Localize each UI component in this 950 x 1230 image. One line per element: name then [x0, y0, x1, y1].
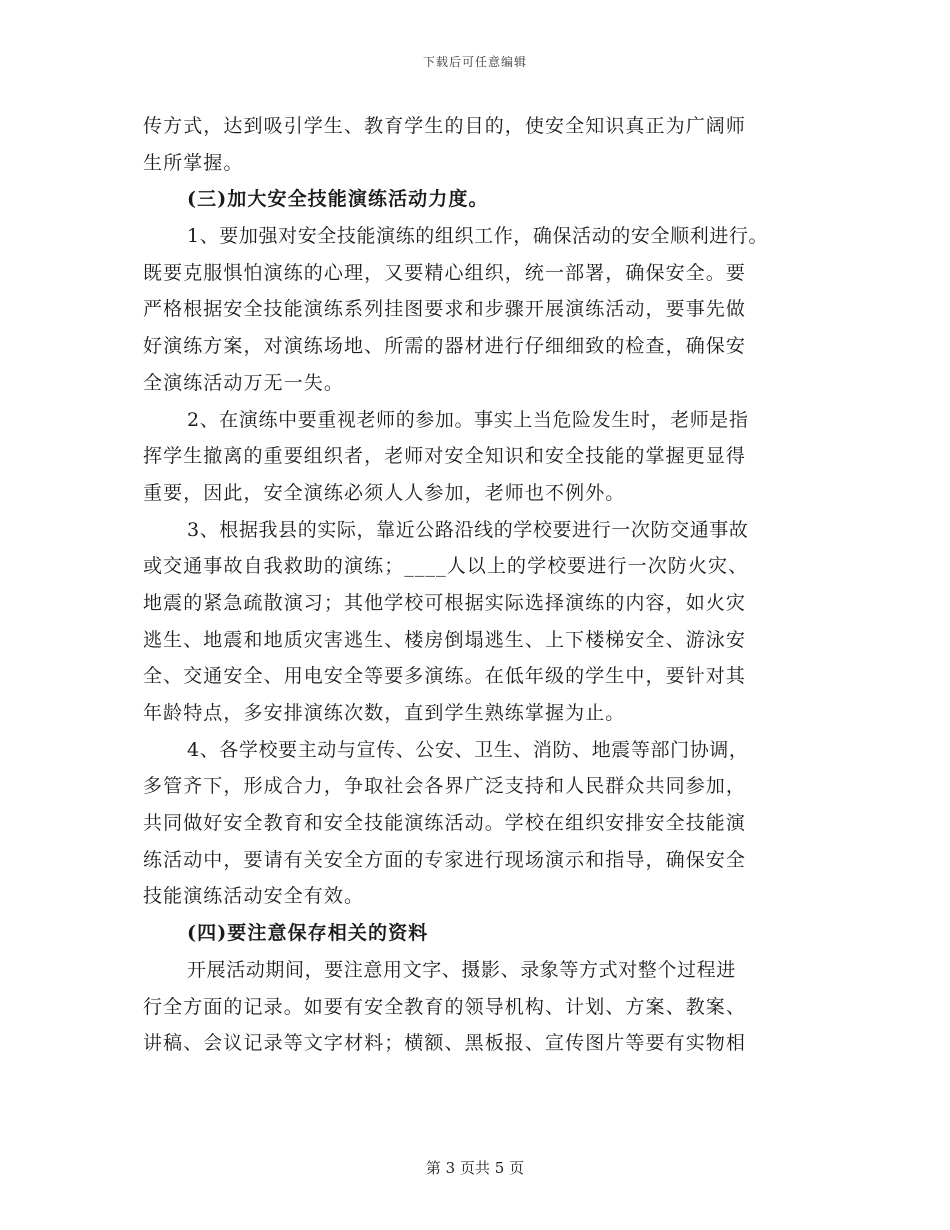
paragraph-3-start: 3、根据我县的实际，靠近公路沿线的学校要进行一次防交通事故	[187, 518, 749, 541]
body-line: 地震的紧急疏散演习；其他学校可根据实际选择演练的内容，如火灾	[143, 591, 747, 614]
body-line: 练活动中，要请有关安全方面的专家进行现场演示和指导，确保安全	[143, 848, 747, 871]
body-line: 行全方面的记录。如要有安全教育的领导机构、计划、方案、教案、	[143, 995, 747, 1018]
body-line: 挥学生撤离的重要组织者，老师对安全知识和安全技能的掌握更显得	[143, 445, 747, 468]
section-heading-4: (四)要注意保存相关的资料	[187, 922, 429, 945]
page-header: 下载后可任意编辑	[422, 55, 527, 69]
body-line: 讲稿、会议记录等文字材料；横额、黑板报、宣传图片等要有实物相	[143, 1032, 747, 1055]
body-line: 全、交通安全、用电安全等要多演练。在低年级的学生中，要针对其	[143, 665, 747, 688]
body-line: 全演练活动万无一失。	[143, 371, 345, 394]
paragraph-1-start: 1、要加强对安全技能演练的组织工作，确保活动的安全顺利进行。	[187, 225, 769, 248]
body-line: 逃生、地震和地质灾害逃生、楼房倒塌逃生、上下楼梯安全、游泳安	[143, 628, 747, 651]
document-body	[143, 108, 823, 1062]
section-heading-3: (三)加大安全技能演练活动力度。	[187, 188, 489, 211]
body-line: 多管齐下，形成合力，争取社会各界广泛支持和人民群众共同参加，	[143, 775, 747, 798]
body-line: 年龄特点，多安排演练次数，直到学生熟练掌握为止。	[143, 702, 626, 724]
body-line: 传方式，达到吸引学生、教育学生的目的，使安全知识真正为广阔师	[143, 115, 747, 137]
body-line: 共同做好安全教育和安全技能演练活动。学校在组织安排安全技能演	[143, 812, 747, 835]
paragraph-4-start: 4、各学校要主动与宣传、公安、卫生、消防、地震等部门协调，	[187, 738, 749, 761]
body-line: 好演练方案，对演练场地、所需的器材进行仔细细致的检查，确保安	[143, 335, 747, 358]
body-line: 重要，因此，安全演练必须人人参加，老师也不例外。	[143, 481, 626, 504]
body-line: 既要克服惧怕演练的心理，又要精心组织，统一部署，确保安全。要	[143, 261, 747, 284]
body-line: 生所掌握。	[143, 151, 244, 174]
page-footer: 第 3 页共 5 页	[425, 1159, 525, 1177]
paragraph-2-start: 2、在演练中要重视老师的参加。事实上当危险发生时，老师是指	[187, 408, 749, 431]
body-line: 严格根据安全技能演练系列挂图要求和步骤开展演练活动，要事先做	[143, 298, 747, 321]
paragraph-5-start: 开展活动期间，要注意用文字、摄影、录象等方式对整个过程进	[187, 958, 736, 981]
body-line: 或交通事故自我救助的演练；____人以上的学校要进行一次防火灾、	[143, 555, 749, 578]
body-line: 技能演练活动安全有效。	[143, 885, 365, 908]
